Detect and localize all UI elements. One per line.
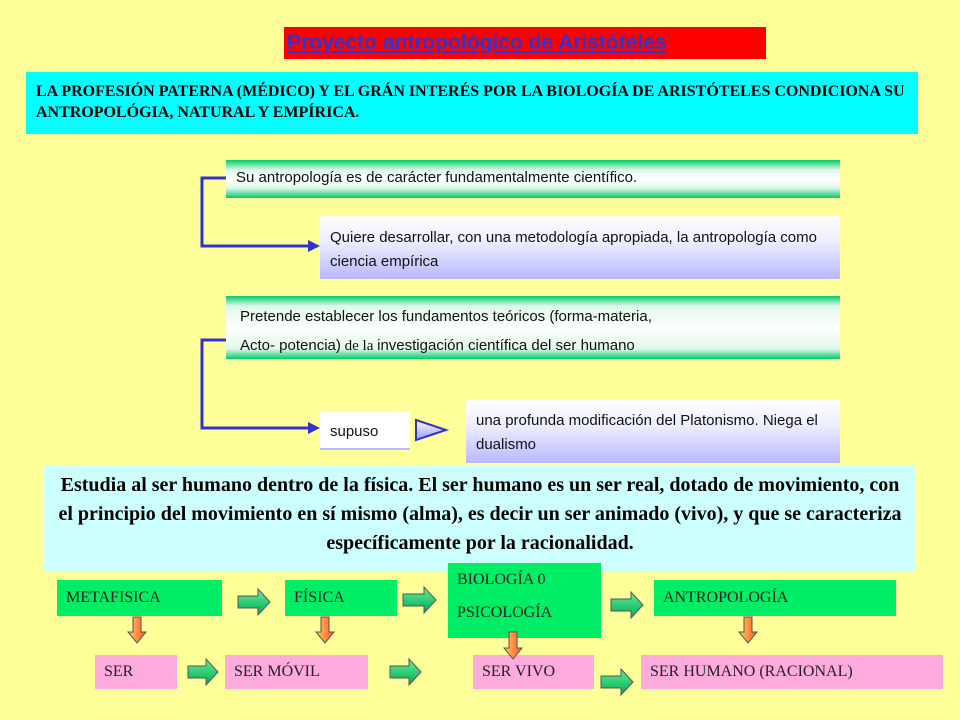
biologia-label: BIOLOGÍA 0 (457, 571, 546, 588)
psicologia-label: PSICOLOGÍA (457, 604, 553, 621)
foundations-line-2: Acto- potencia) de la investigación científica del ser humano (240, 337, 635, 354)
study-definition-box: Estudia al ser humano dentro de la física. El ser humano es un ser real, dotado de movimiento, con el principio del movimiento en sí mismo (alma), es decir un ser animado (vivo), y que se caracteriza específicamente por la racionalidad. (44, 466, 916, 572)
green-arrow-icon (601, 669, 633, 695)
ser-vivo-box: SER VIVO (473, 655, 594, 689)
green-arrow-icon (188, 659, 218, 685)
green-arrow-icon (403, 587, 436, 613)
ser-movil-box: SER MÓVIL (225, 655, 368, 689)
foundations-line-1: Pretende establecer los fundamentos teóricos (forma-materia, (240, 308, 652, 325)
red-down-arrow-icon (504, 632, 522, 659)
bracket-arrow-2 (202, 340, 320, 434)
antropologia-box: ANTROPOLOGÍA (654, 580, 896, 616)
red-down-arrow-icon (128, 617, 146, 643)
supuso-arrow-icon (416, 420, 446, 440)
intro-box: LA PROFESIÓN PATERNA (MÉDICO) Y EL GRÁN INTERÉS POR LA BIOLOGÍA DE ARISTÓTELES CONDICIONA SU ANTROPOLÓGIA, NATURAL Y EMPÍRICA. (26, 72, 918, 134)
red-down-arrow-icon (739, 617, 757, 643)
ser-box: SER (95, 655, 177, 689)
empirical-science-box: Quiere desarrollar, con una metodología apropiada, la antropología como ciencia empírica (320, 216, 840, 279)
supuso-label: supuso (320, 412, 410, 450)
red-down-arrow-icon (316, 617, 334, 643)
green-arrow-icon (238, 589, 270, 615)
green-arrow-icon (390, 659, 421, 685)
ser-humano-box: SER HUMANO (RACIONAL) (641, 655, 943, 689)
page-title: Proyecto antropológico de Aristóteles (284, 27, 766, 59)
platonism-modification-box: una profunda modificación del Platonismo. Niega el dualismo (466, 400, 840, 463)
scientific-character-box: Su antropología es de carácter fundamentalmente científico. (226, 160, 840, 198)
metafisica-box: METAFISICA (57, 580, 222, 616)
fisica-box: FÍSICA (285, 580, 397, 616)
green-arrow-icon (611, 592, 643, 618)
bracket-arrow-1 (202, 178, 320, 252)
